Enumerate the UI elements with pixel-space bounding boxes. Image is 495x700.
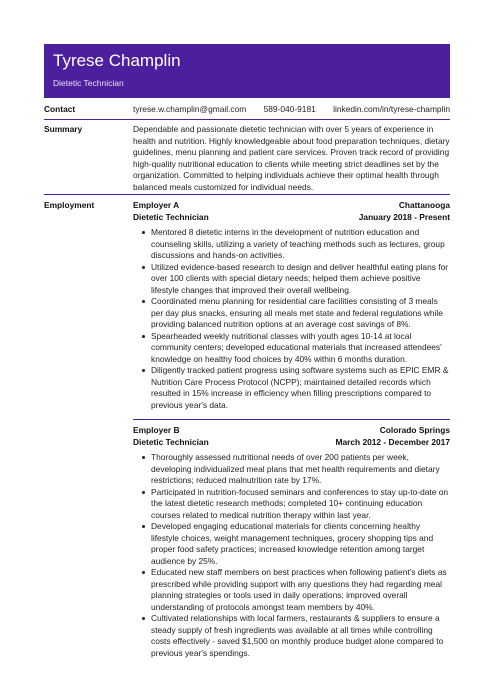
job-bullet: Participated in nutrition-focused seminars and conferences to stay up-to-date on the latest dietetic research methods; completed 10+ continuing education courses related to medical nutrition therapy within last year. [142, 487, 450, 522]
job-role-row [133, 437, 450, 449]
job-divider [133, 419, 450, 420]
summary-section [44, 124, 450, 190]
job-location: Chattanooga [398, 200, 450, 210]
job-bullet: Developed engaging educational materials for clients concerning healthy lifestyle choices, weight management techniques, grocery shopping tips and proper food safety practices; increased knowledge retention among target audience by 25%. [142, 521, 450, 567]
job-bullet: Educated new staff members on best practices when following patient's diets as prescribed while providing support with any questions they had regarding meal planning strategies or tools used in daily operations; improved overall understanding of protocols amongst team members by 40%. [142, 567, 450, 613]
employment-label: Employment [44, 200, 95, 210]
job-header-row [133, 200, 450, 212]
job-bullet: Cultivated relationships with local farmers, restaurants & suppliers to ensure a steady supply of fresh ingredients was available at all times while controlling costs effectively - saved $1,500 on monthly produce budget alone compared to previous year's spendings. [142, 613, 450, 659]
employer-name: Employer A [133, 200, 180, 210]
job-bullet: Thoroughly assessed nutritional needs of over 200 patients per week, developing individualized meal plans that met health requirements and dietary restrictions; reduced malnutrition rate by 17%. [142, 452, 450, 487]
job-bullets [133, 452, 450, 659]
job-dates: January 2018 - Present [358, 211, 450, 222]
job-role: Dietetic Technician [133, 436, 209, 447]
job-bullet: Diligently tracked patient progress using software systems such as EPIC EMR & Nutrition Care Process Protocol (NCPP); maintained detailed records which resulted in 15% increase in efficiency when filling prescriptions compared to previous year's data. [142, 365, 450, 411]
candidate-title: Dietetic Technician [53, 78, 124, 88]
job-bullet: Utilized evidence-based research to design and deliver healthful eating plans for over 100 clients with special dietary needs; helped them achieve positive lifestyle changes that improved their overall wellbeing. [142, 262, 450, 297]
job-header-row [133, 425, 450, 437]
job-entry [133, 425, 450, 659]
job-role: Dietetic Technician [133, 211, 209, 222]
employer-name: Employer B [133, 425, 180, 435]
employment-section [44, 200, 450, 410]
candidate-name: Tyrese Champlin [53, 51, 181, 70]
job-bullet: Mentored 8 dietetic interns in the development of nutrition education and counseling skills, utilizing a variety of teaching methods such as lectures, group discussions and hands-on activities. [142, 227, 450, 262]
contact-phone[interactable]: 589-040-9181 [263, 104, 316, 114]
job-bullet: Coordinated menu planning for residential care facilities consisting of 3 meals per day plus snacks, ensuring all meals met state and federal regulations while providing balanced nutrition options at an average cost savings of 8%. [142, 296, 450, 331]
job-role-row [133, 212, 450, 224]
job-entry [133, 200, 450, 411]
summary-label: Summary [44, 124, 83, 134]
contact-email[interactable]: tyrese.w.champlin@gmail.com [133, 104, 247, 114]
resume-header [44, 44, 450, 98]
section-divider [44, 194, 450, 195]
section-divider [44, 119, 450, 120]
job-bullet: Spearheaded weekly nutritional classes with youth ages 10-14 at local community centers; developed educational materials that increased attendees' knowledge on healthy food choices by 40% within 6 months duration. [142, 331, 450, 366]
employment-section-continued [44, 425, 450, 658]
contact-section [44, 104, 450, 116]
contact-linkedin[interactable]: linkedin.com/in/tyrese-champlin [333, 104, 450, 114]
summary-text: Dependable and passionate dietetic technician with over 5 years of experience in health and nutrition. Highly knowledgeable about food preparation techniques, dietary guidelines, menu planning and patient care services. Proven track record of providing high-quality nutritional education to clients while meeting strict deadlines set by the organization. Committed to helping individuals achieve their optimal health through balanced meals customized for individual needs. [133, 124, 450, 192]
contact-details [133, 104, 450, 116]
job-dates: March 2012 - December 2017 [335, 436, 450, 447]
contact-label: Contact [44, 104, 76, 114]
job-bullets [133, 227, 450, 411]
job-location: Colorado Springs [379, 425, 450, 435]
